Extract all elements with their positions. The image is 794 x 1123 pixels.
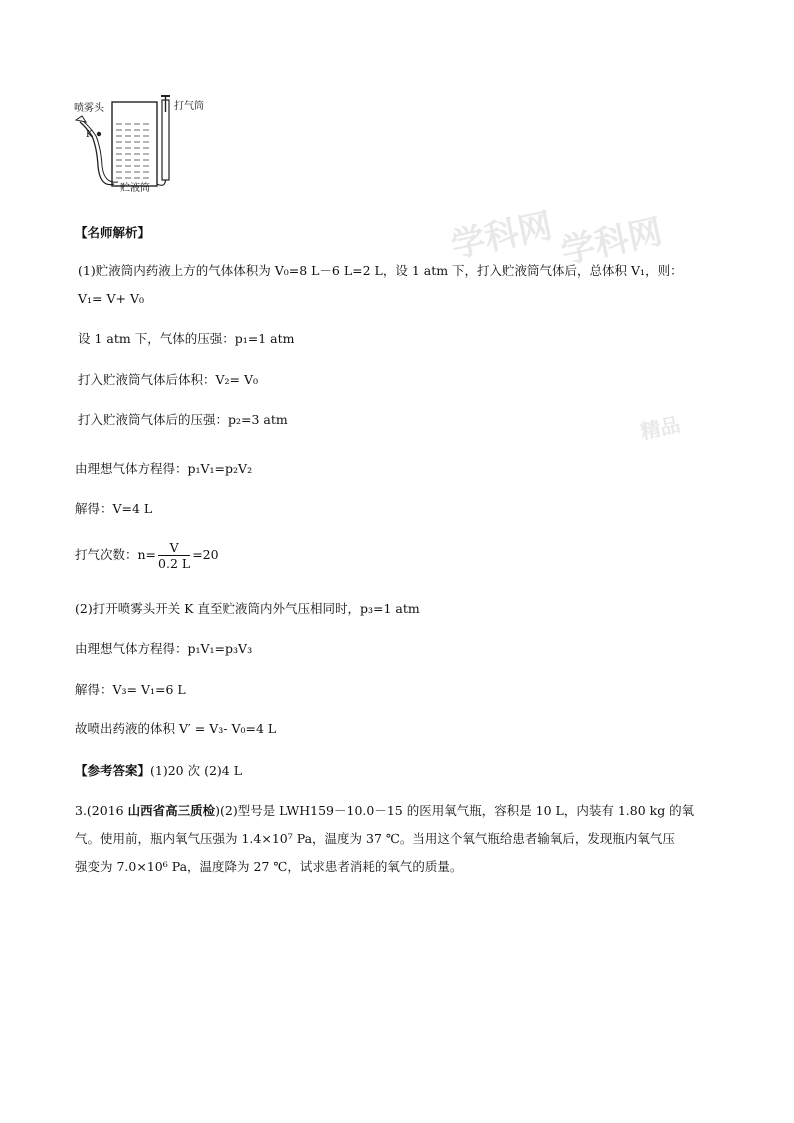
part2-line2: 由理想气体方程得：p₁V₁=p₃V₃ [75, 641, 253, 656]
problem3-line2: 气。使用前，瓶内氧气压强为 1.4×10⁷ Pa，温度为 37 ℃。当用这个氧气瓶给患者输氧后，发现瓶内氧气压 [75, 831, 675, 846]
watermark: 精品 [638, 412, 683, 444]
part2-line4: 故喷出药液的体积 V′ = V₃- V₀=4 L [75, 721, 277, 736]
part1-line4: 打入贮液筒气体后的压强：p₂=3 atm [78, 412, 288, 427]
part1-line2: 设 1 atm 下，气体的压强：p₁=1 atm [78, 331, 295, 346]
part1-line1b: V₁= V+ V₀ [78, 291, 144, 306]
watermark: 学科网 [447, 205, 556, 267]
part2-line3: 解得：V₃= V₁=6 L [75, 682, 186, 697]
part1-line7: 打气次数：n= $\frac{V}{0.2 L}$ =20 [75, 540, 219, 571]
part1-line5: 由理想气体方程得：p₁V₁=p₂V₂ [75, 461, 253, 476]
fraction: $\frac{V}{0.2 L}$ [158, 540, 191, 571]
part2-line1: (2)打开喷雾头开关 K 直至贮液筒内外气压相同时，p₃=1 atm [75, 601, 420, 616]
part1-line1: (1)贮液筒内药液上方的气体体积为 V₀=8 L－6 L=2 L，设 1 atm 下，打入贮液筒气体后，总体积 V₁，则： [78, 263, 683, 278]
label-tank: 贮液筒 [120, 183, 150, 194]
analysis-header: 【名师解析】 [75, 225, 151, 240]
watermark: 学科网 [557, 211, 666, 273]
part1-line6: 解得：V=4 L [75, 501, 153, 516]
label-valve-k: K [86, 130, 93, 140]
problem3-line3: 强变为 7.0×10⁶ Pa，温度降为 27 ℃，试求患者消耗的氧气的质量。 [75, 859, 463, 874]
label-pump: 打气筒 [174, 101, 204, 112]
reference-answer: 【参考答案】(1)20 次 (2)4 L [75, 763, 243, 778]
label-sprayer: 喷雾头 [74, 103, 104, 114]
part1-line3: 打入贮液筒气体后体积：V₂= V₀ [78, 372, 259, 387]
sprayer-apparatus-figure [72, 92, 232, 196]
problem3-line1: 3.(2016 山西省高三质检)(2)型号是 LWH159－10.0－15 的医用氧气瓶，容积是 10 L，内装有 1.80 kg 的氧 [75, 803, 695, 818]
